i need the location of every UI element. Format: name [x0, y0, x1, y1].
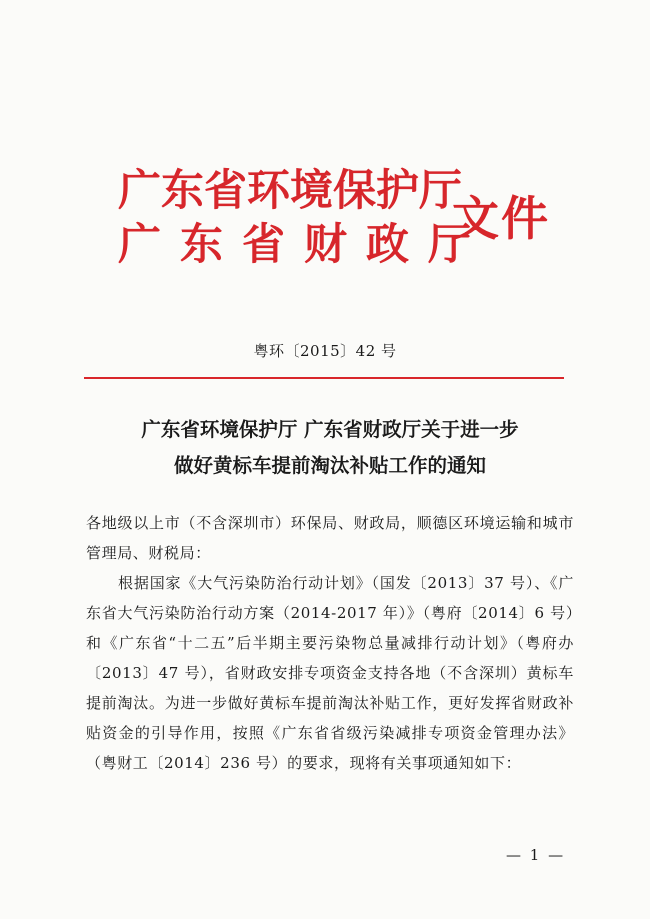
issuing-org-environment: 广东省环境保护厅	[118, 166, 462, 216]
body-paragraph: 根据国家《大气污染防治行动计划》（国发〔2013〕37 号）、《广东省大气污染防治行动方案（2014-2017 年）》（粤府〔2014〕6 号）和《广东省“十二五”后半期主要污染物总量减排行动计划》（粤府办〔2013〕47 号），省财政安排专项资金支持各地（不含深圳）黄标车提前淘汰。为进一步做好黄标车提前淘汰补贴工作，更好发挥省财政补贴资金的引导作用，按照《广东省省级污染减排专项资金管理办法》（粤财工〔2014〕236 号）的要求，现将有关事项通知如下：	[86, 574, 574, 772]
document-title-line-2: 做好黄标车提前淘汰补贴工作的通知	[173, 454, 486, 477]
red-divider-line	[84, 377, 564, 379]
salutation: 各地级以上市（不含深圳市）环保局、财政局，顺德区环境运输和城市管理局、财税局：	[86, 514, 574, 562]
document-title-line-1: 广东省环境保护厅 广东省财政厅关于进一步	[141, 418, 519, 441]
page-number: — 1 —	[506, 846, 566, 864]
issuing-org-finance: 广东省财政厅	[118, 220, 490, 270]
document-number: 粤环〔2015〕42 号	[253, 342, 397, 360]
document-header	[118, 166, 568, 276]
document-type-label: 文件	[452, 192, 550, 247]
document-body	[86, 508, 574, 778]
